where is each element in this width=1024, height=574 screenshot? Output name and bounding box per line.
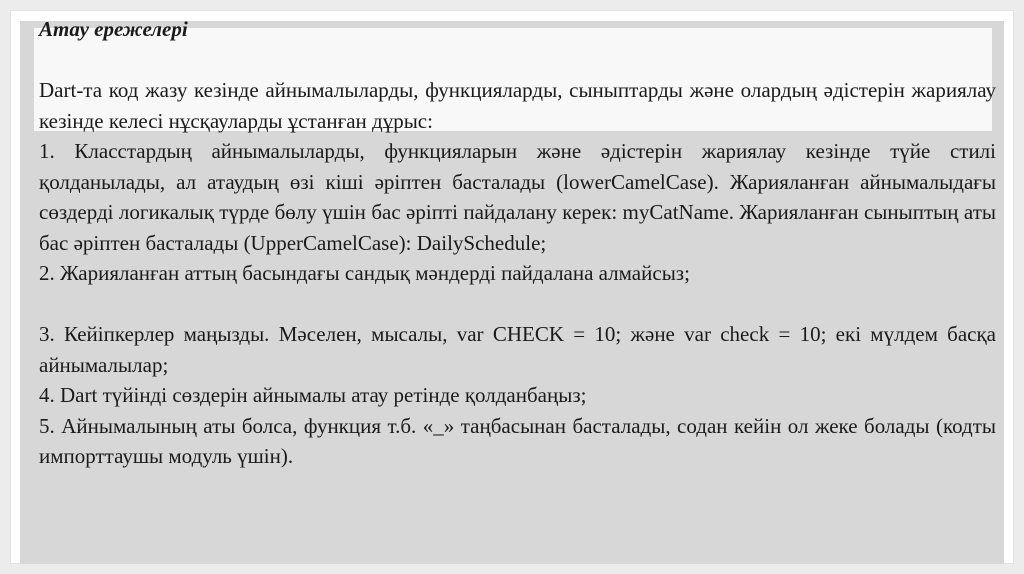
rule-3: 3. Кейіпкерлер маңызды. Мәселен, мысалы, var CHECK = 10; және var check = 10; екі мүлдем басқа айнымалылар; (39, 322, 996, 377)
slide-title: Атау ережелері (39, 17, 188, 41)
slide-content (39, 14, 996, 472)
spacer (39, 289, 996, 320)
intro-paragraph: Dart-та код жазу кезінде айнымалыларды, функцияларды, сыныптарды және олардың әдістерін жариялау кезінде келесі нұсқауларды ұстанған дұрыс: (39, 78, 996, 133)
rule-1: 1. Класстардың айнымалыларды, функцияларын және әдістерін жариялау кезінде түйе стилі қолданылады, ал атаудың өзі кіші әріптен басталады (lowerCamelCase). Жарияланған айнымалыдағы сөздерді логикалық түрде бөлу үшін бас әріпті пайдалану керек: myCatName. Жарияланған сыныптың аты бас әріптен басталады (UpperCamelCase): DailySchedule; (39, 139, 996, 255)
rule-5: 5. Айнымалының аты болса, функция т.б. «_» таңбасынан басталады, содан кейін ол жеке болады (кодты импорттаушы модуль үшін). (39, 413, 996, 468)
spacer (39, 45, 996, 76)
rule-4: 4. Dart түйінді сөздерін айнымалы атау ретінде қолданбаңыз; (39, 383, 587, 407)
rule-2: 2. Жарияланған аттың басындағы сандық мәндерді пайдалана алмайсыз; (39, 261, 690, 285)
